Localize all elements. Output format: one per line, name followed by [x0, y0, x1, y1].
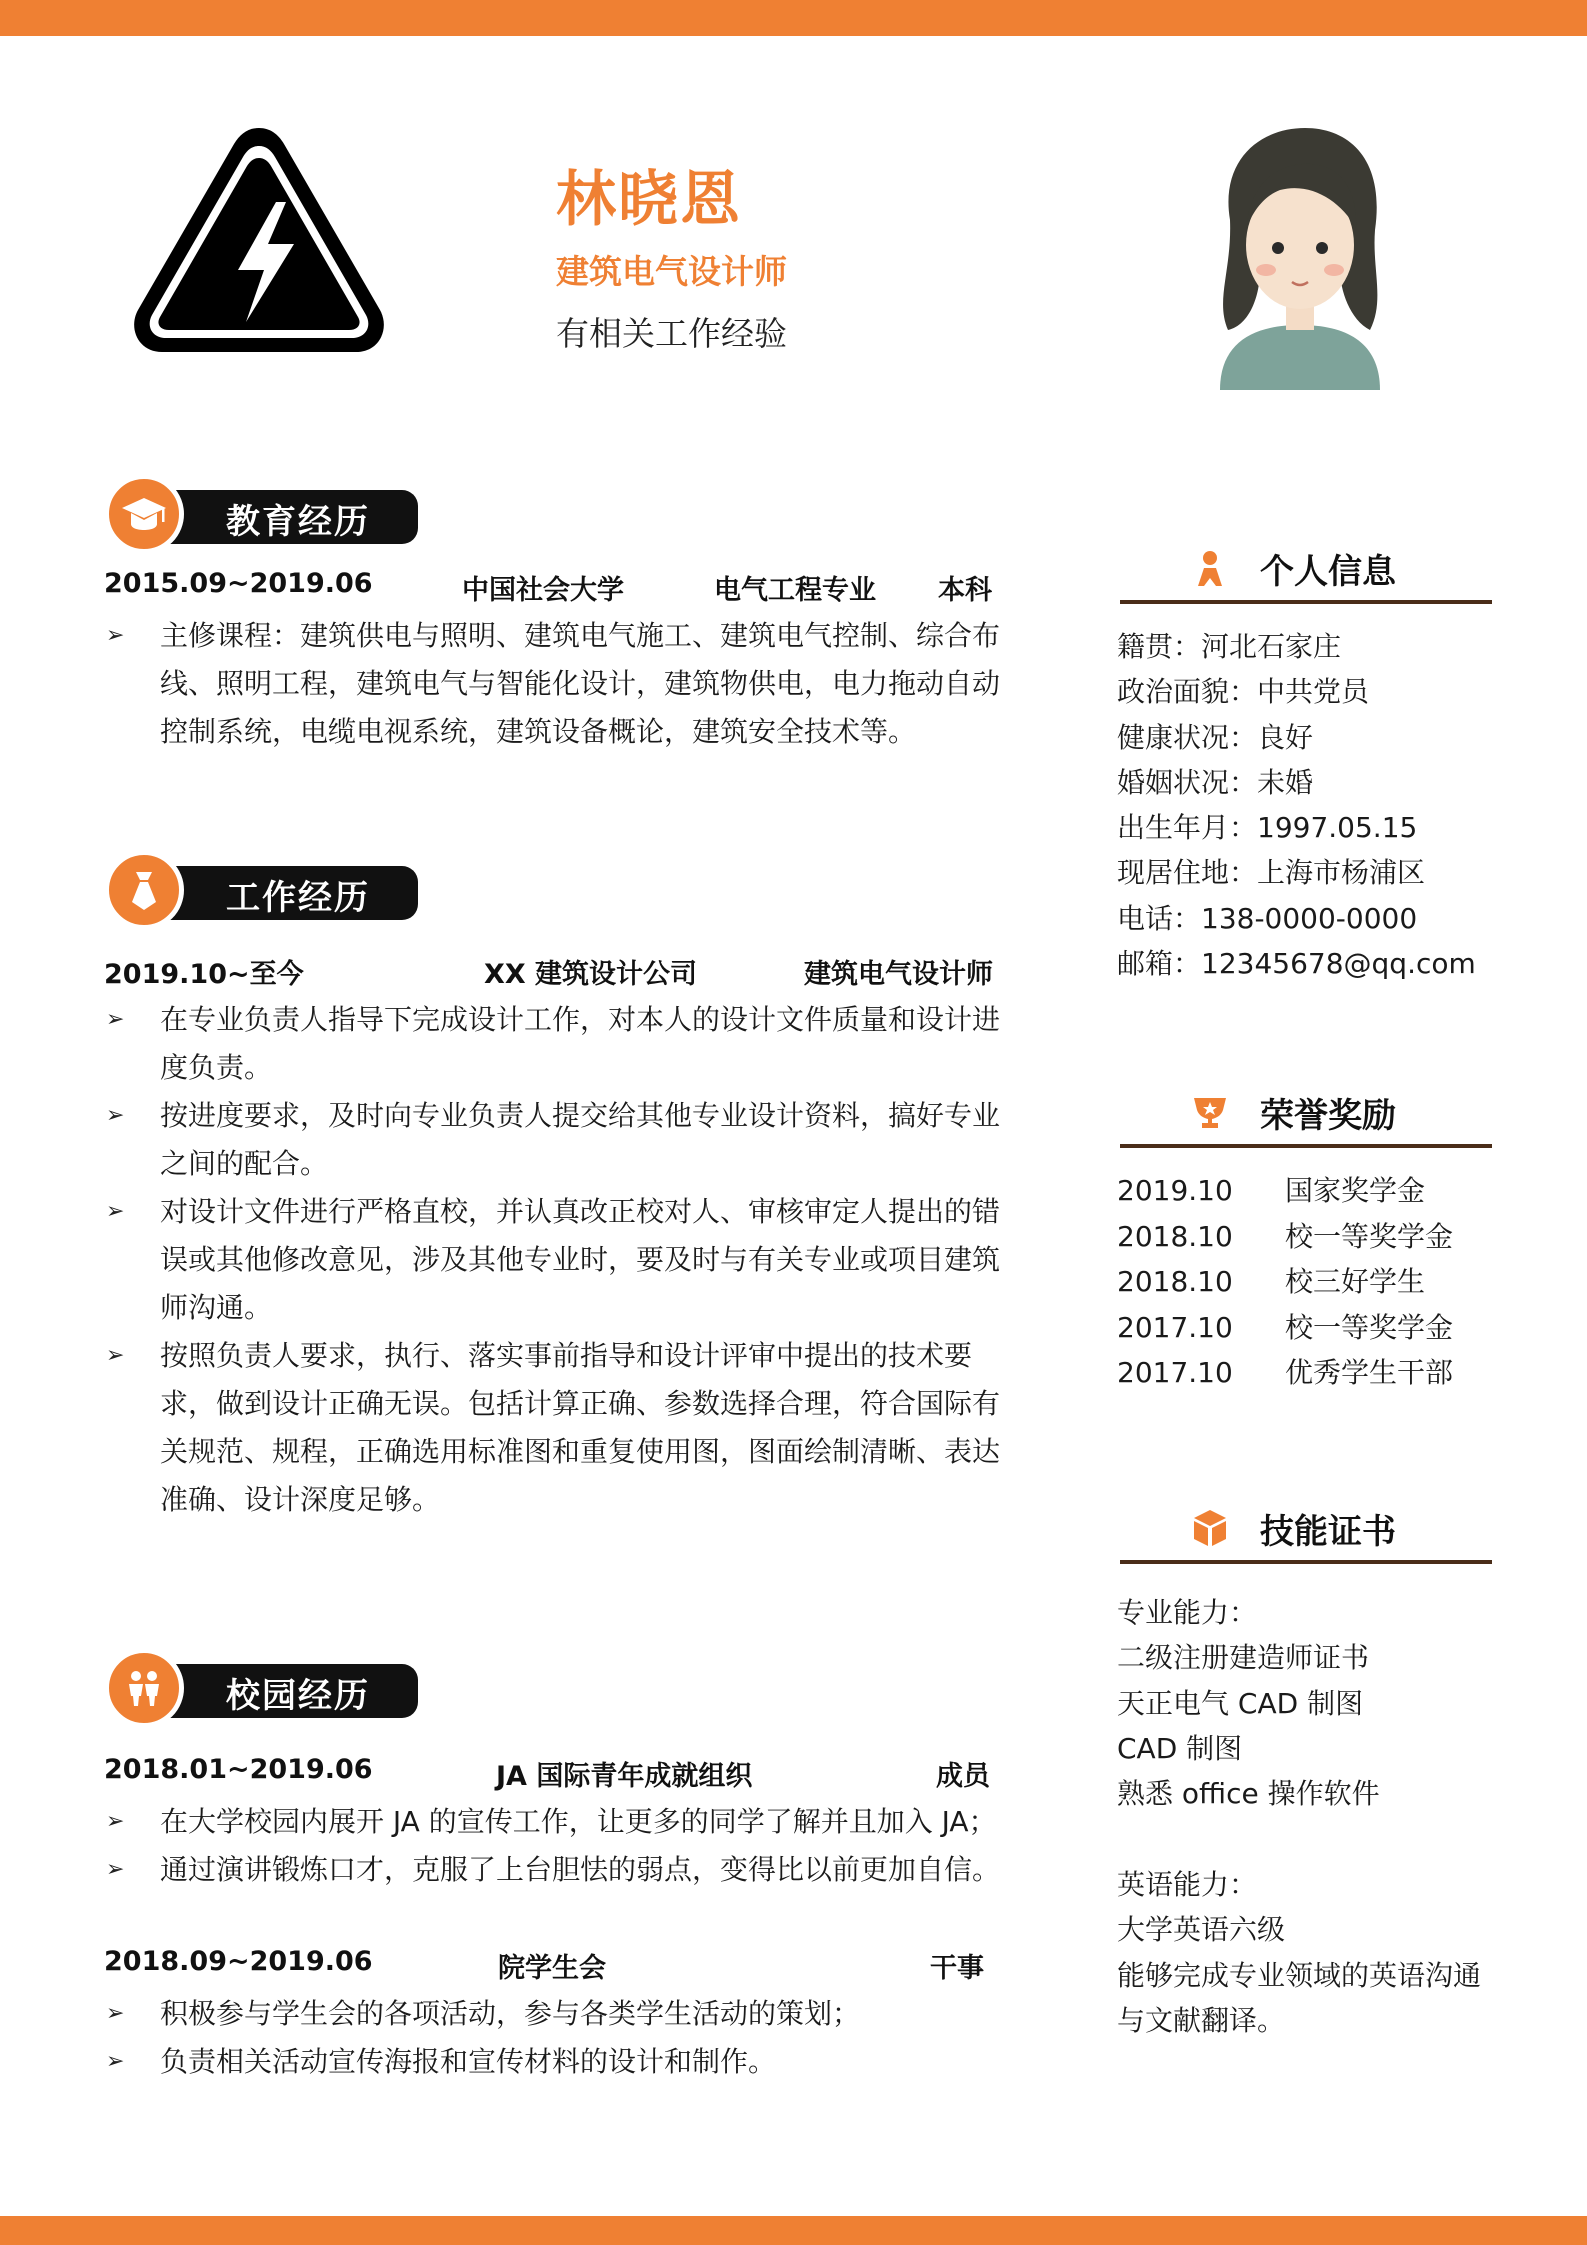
work-title: 工作经历	[226, 878, 370, 918]
award-name: 校一等奖学金	[1285, 1219, 1454, 1253]
award-year: 2018.10	[1117, 1219, 1233, 1253]
list-item: ➢ 对设计文件进行严格直校，并认真改正校对人、审核审定人提出的错误或其他修改意见，涉及其他专业时，要及时与有关专业或项目建筑师沟通。	[104, 1188, 1004, 1332]
candidate-name: 林晓恩	[556, 165, 742, 235]
list-item: 二级注册建造师证书	[1117, 1641, 1370, 1675]
list-item: ➢ 负责相关活动宣传海报和宣传材料的设计和制作。	[104, 2038, 1004, 2086]
campus-role: 成员	[936, 1761, 990, 1792]
list-item: 能够完成专业领域的英语沟通	[1117, 1958, 1482, 1992]
education-title: 教育经历	[226, 502, 370, 542]
tie-icon	[104, 850, 184, 930]
list-item: ➢ 主修课程：建筑供电与照明、建筑电气施工、建筑电气控制、综合布线、照明工程，建筑电气与智能化设计，建筑物供电，电力拖动自动控制系统，电缆电视系统，建筑设备概论，建筑安全技术等。	[104, 612, 1004, 756]
avatar	[1200, 120, 1400, 390]
bottom-accent-bar	[0, 2216, 1587, 2245]
award-name: 优秀学生干部	[1285, 1356, 1454, 1390]
list-item: ➢ 按进度要求，及时向专业负责人提交给其他专业设计资料，搞好专业之间的配合。	[104, 1092, 1004, 1188]
campus-bullets-1	[104, 1798, 1004, 1894]
list-item: 籍贯：河北石家庄	[1117, 630, 1342, 663]
list-item: ➢ 在大学校园内展开 JA 的宣传工作，让更多的同学了解并且加入 JA；	[104, 1798, 1004, 1846]
personal-info-list	[1117, 624, 1476, 986]
honors-header	[1120, 1084, 1492, 1148]
professional-skills-list	[1117, 1590, 1517, 1816]
campus-row-header-2	[104, 1946, 1004, 1982]
campus-org: 院学生会	[498, 1953, 606, 1984]
person-icon	[1190, 548, 1230, 588]
award-year: 2018.10	[1117, 1265, 1233, 1299]
education-row-header	[104, 568, 1004, 604]
education-period: 2015.09~2019.06	[104, 568, 373, 599]
list-item: ➢ 积极参与学生会的各项活动，参与各类学生活动的策划；	[104, 1990, 1004, 2038]
list-item: 熟悉 office 操作软件	[1117, 1777, 1380, 1811]
award-name: 校一等奖学金	[1285, 1310, 1454, 1344]
people-icon	[104, 1648, 184, 1728]
campus-section-header	[104, 1648, 424, 1728]
work-period: 2019.10~至今	[104, 959, 304, 990]
campus-bullets-2	[104, 1990, 1004, 2086]
campus-row-header-1	[104, 1754, 1004, 1790]
list-item: 大学英语六级	[1117, 1913, 1286, 1947]
list-item	[1117, 1259, 1453, 1305]
list-item: 健康状况：良好	[1117, 720, 1314, 754]
personal-info-title: 个人信息	[1260, 552, 1396, 592]
english-skills-list	[1117, 1862, 1517, 2043]
list-item: 现居住地：上海市杨浦区	[1117, 856, 1426, 890]
list-item: 出生年月：1997.05.15	[1117, 811, 1418, 845]
award-year: 2017.10	[1117, 1356, 1233, 1390]
experience-note: 有相关工作经验	[556, 314, 787, 353]
award-year: 2019.10	[1117, 1174, 1233, 1207]
work-section-header	[104, 850, 424, 930]
list-item: 政治面貌：中共党员	[1117, 675, 1370, 709]
job-title: 建筑电气设计师	[556, 252, 787, 291]
award-name: 国家奖学金	[1285, 1174, 1426, 1207]
list-item: ➢ 按照负责人要求，执行、落实事前指导和设计评审中提出的技术要求，做到设计正确无误。包括计算正确、参数选择合理，符合国际有关规范、规程，正确选用标准图和重复使用图，图面绘制清晰、表达准确、设计深度足够。	[104, 1332, 1004, 1524]
list-item: 婚姻状况：未婚	[1117, 765, 1314, 799]
work-company: XX 建筑设计公司	[484, 959, 698, 990]
education-section-header	[104, 474, 424, 554]
graduation-cap-icon	[104, 474, 184, 554]
campus-org: JA 国际青年成就组织	[496, 1761, 753, 1792]
honors-list	[1117, 1168, 1453, 1396]
list-item: CAD 制图	[1117, 1731, 1243, 1765]
list-item: ➢ 通过演讲锻炼口才，克服了上台胆怯的弱点，变得比以前更加自信。	[104, 1846, 1004, 1894]
award-year: 2017.10	[1117, 1310, 1233, 1344]
list-item	[1117, 1214, 1453, 1260]
skills-title: 技能证书	[1260, 1512, 1396, 1552]
campus-period: 2018.09~2019.06	[104, 1946, 373, 1977]
education-degree: 本科	[938, 575, 992, 606]
list-item: 天正电气 CAD 制图	[1117, 1686, 1364, 1720]
personal-info-header	[1120, 540, 1492, 604]
list-item	[1117, 1350, 1453, 1396]
skills-header	[1120, 1500, 1492, 1564]
list-item: 与文献翻译。	[1117, 2003, 1286, 2037]
list-item	[1117, 1305, 1453, 1351]
list-item: 英语能力：	[1117, 1868, 1258, 1901]
honors-title: 荣誉奖励	[1260, 1096, 1396, 1136]
campus-period: 2018.01~2019.06	[104, 1754, 373, 1785]
campus-role: 干事	[930, 1953, 984, 1984]
education-major: 电气工程专业	[714, 575, 876, 606]
education-school: 中国社会大学	[462, 575, 624, 606]
campus-title: 校园经历	[226, 1676, 370, 1716]
education-bullets	[104, 612, 1004, 756]
trophy-icon	[1190, 1092, 1230, 1132]
list-item: ➢ 在专业负责人指导下完成设计工作，对本人的设计文件质量和设计进度负责。	[104, 996, 1004, 1092]
work-row-header	[104, 952, 1004, 988]
list-item: 邮箱：12345678@qq.com	[1117, 947, 1476, 981]
work-role: 建筑电气设计师	[804, 959, 993, 990]
award-name: 校三好学生	[1285, 1265, 1426, 1299]
work-bullets	[104, 996, 1004, 1524]
electric-warning-icon	[128, 120, 390, 360]
list-item: 电话：138-0000-0000	[1117, 901, 1418, 935]
top-accent-bar	[0, 0, 1587, 36]
list-item	[1117, 1168, 1453, 1214]
cube-icon	[1190, 1508, 1230, 1548]
list-item: 专业能力：	[1117, 1596, 1258, 1629]
